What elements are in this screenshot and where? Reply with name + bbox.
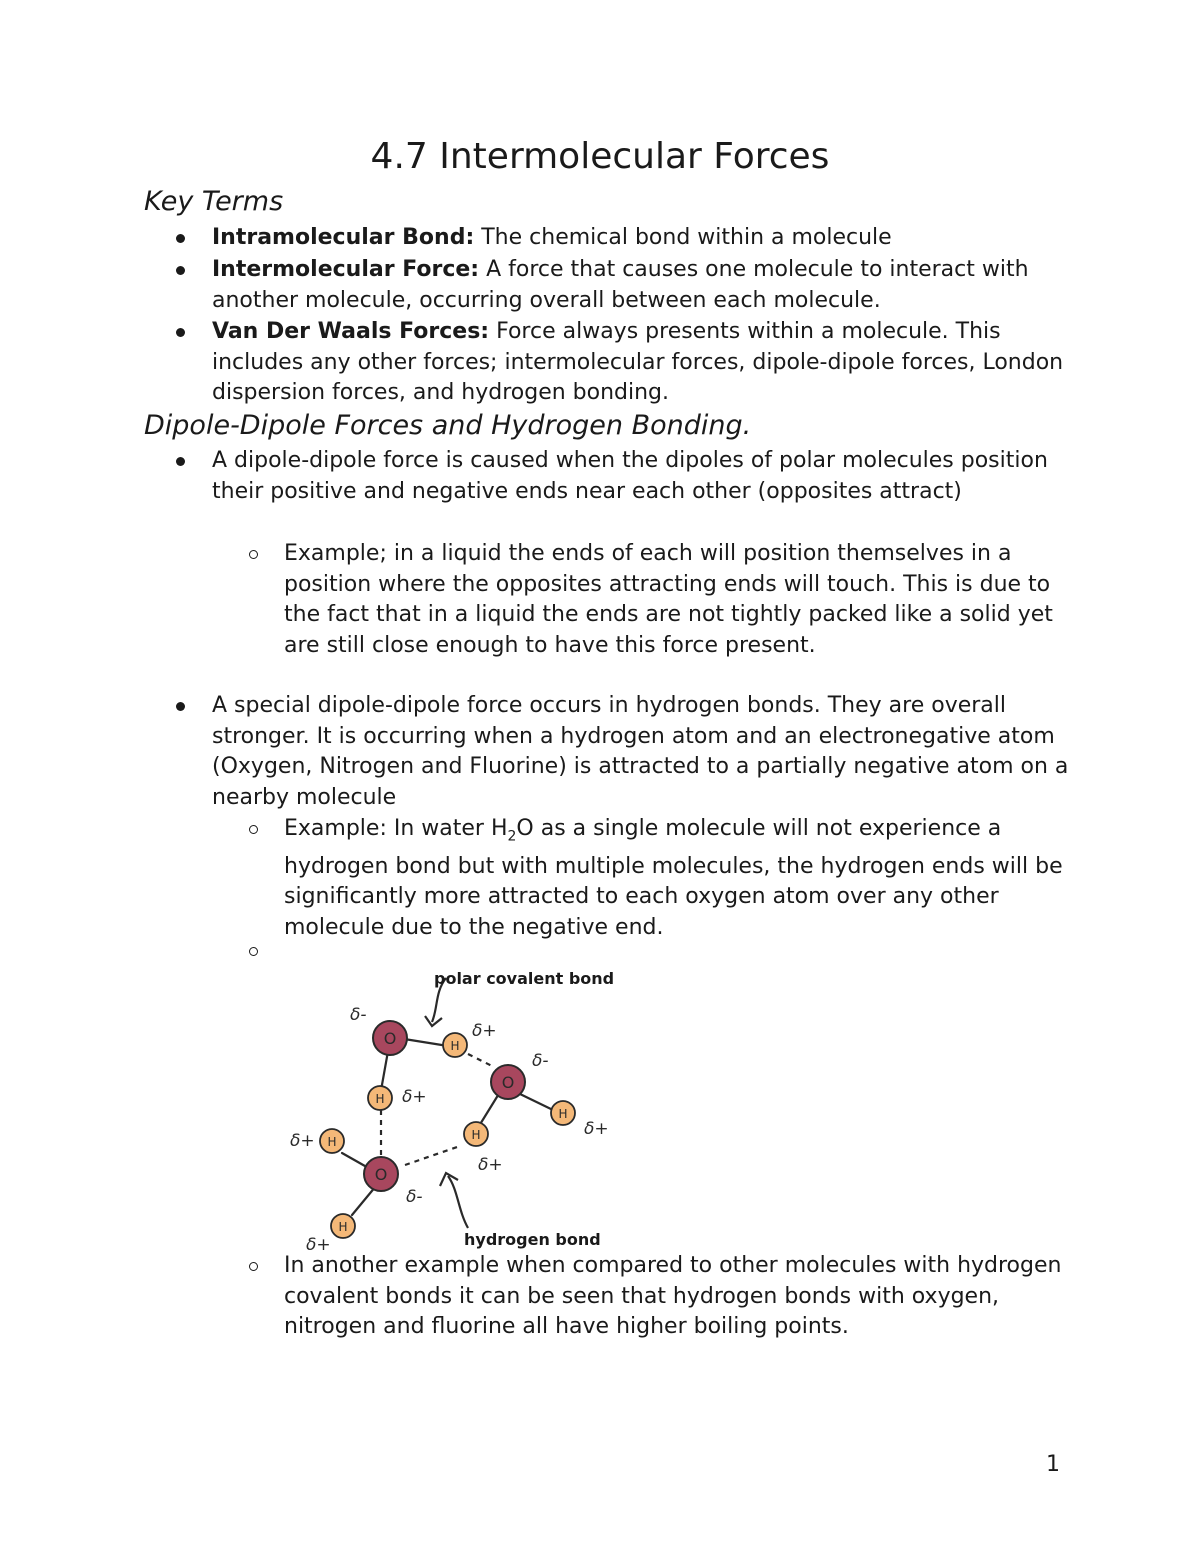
hydrogen-atom bbox=[320, 1129, 344, 1153]
dipole-section-heading: Dipole-Dipole Forces and Hydrogen Bonding. bbox=[144, 410, 752, 441]
key-term-label: Van Der Waals Forces: bbox=[212, 319, 490, 344]
oxygen-atom bbox=[364, 1157, 398, 1191]
page-title: 4.7 Intermolecular Forces bbox=[370, 136, 830, 177]
bullet-dot bbox=[176, 234, 185, 243]
key-term-label: Intramolecular Bond: bbox=[212, 225, 475, 250]
covalent-bond-line bbox=[520, 1094, 553, 1110]
boiling-point-example: In another example when compared to other molecules with hydrogen covalent bonds it can be seen that hydrogen bonds with oxygen, nitrogen and fluorine all have higher boiling points. bbox=[284, 1253, 1062, 1339]
delta-minus-label: δ- bbox=[406, 1187, 423, 1207]
delta-plus-label: δ+ bbox=[478, 1155, 503, 1175]
bullet-dot bbox=[176, 266, 185, 275]
bullet-ring bbox=[249, 1262, 258, 1271]
bullet-dot bbox=[176, 457, 185, 466]
water-example-text-b: O as a single molecule will not experience a hydrogen bond but with multiple molecules, the hydrogen ends will be significantly more attracted to each oxygen atom over any other molecule due to the negative end. bbox=[284, 816, 1063, 940]
dipole-bullet-1: A dipole-dipole force is caused when the dipoles of polar molecules position their positive and negative ends near each other (opposites attract) bbox=[212, 448, 1048, 504]
key-term-definition: Force always presents within a molecule. This includes any other forces; intermolecular forces, dipole-dipole forces, London dispersion forces, and hydrogen bonding. bbox=[212, 319, 1064, 405]
delta-minus-label: δ- bbox=[350, 1005, 367, 1025]
water-example bbox=[284, 814, 1074, 943]
covalent-bond-line bbox=[352, 1186, 376, 1215]
delta-plus-label: δ+ bbox=[584, 1119, 609, 1139]
hydrogen-atom bbox=[551, 1101, 575, 1125]
bullet-dot bbox=[176, 702, 185, 711]
hydrogen-atom bbox=[368, 1086, 392, 1110]
delta-plus-label: δ+ bbox=[306, 1235, 331, 1252]
delta-plus-label: δ+ bbox=[402, 1087, 427, 1107]
bullet-dot bbox=[176, 328, 185, 337]
svg-text:H: H bbox=[450, 1039, 460, 1053]
covalent-bond-line bbox=[479, 1092, 500, 1126]
water-subscript: 2 bbox=[507, 828, 517, 845]
key-term-label: Intermolecular Force: bbox=[212, 257, 480, 282]
atom-o-label: O bbox=[383, 1029, 397, 1048]
atom-o-label: O bbox=[374, 1165, 388, 1184]
hydrogen-atom bbox=[464, 1122, 488, 1146]
delta-plus-label: δ+ bbox=[290, 1131, 315, 1151]
svg-text:H: H bbox=[327, 1135, 337, 1149]
hydrogen-bond-dash bbox=[468, 1054, 492, 1066]
arrow-hydrogen-bond bbox=[448, 1176, 468, 1228]
hydrogen-atom bbox=[331, 1214, 355, 1238]
bullet-ring bbox=[249, 550, 258, 559]
bullet-ring bbox=[249, 947, 258, 956]
svg-text:H: H bbox=[338, 1220, 348, 1234]
key-term-definition: The chemical bond within a molecule bbox=[474, 225, 892, 250]
water-hydrogen-bond-diagram bbox=[280, 960, 640, 1252]
delta-plus-label: δ+ bbox=[472, 1021, 497, 1041]
dipole-bullet-2: A special dipole-dipole force occurs in hydrogen bonds. They are overall stronger. It is occurring when a hydrogen atom and an electronegative atom (Oxygen, Nitrogen and Fluorine) is attracted to a partially negative atom on a nearby molecule bbox=[212, 693, 1069, 810]
atom-o-label: O bbox=[501, 1073, 515, 1092]
key-term-item bbox=[212, 255, 1072, 316]
oxygen-atom bbox=[491, 1065, 525, 1099]
key-term-item bbox=[212, 317, 1072, 409]
polar-covalent-label: polar covalent bond bbox=[434, 969, 615, 988]
page-number: 1 bbox=[1046, 1452, 1060, 1477]
key-term-item bbox=[212, 223, 1072, 254]
dipole-bullet-1-example: Example; in a liquid the ends of each will position themselves in a position where the opposites attracting ends will touch. This is due to the fact that in a liquid the ends are not tightly packed like a solid yet are still close enough to have this force present. bbox=[284, 541, 1053, 658]
svg-text:H: H bbox=[558, 1107, 568, 1121]
water-example-text-a: Example: In water H bbox=[284, 816, 508, 841]
key-term-definition: A force that causes one molecule to interact with another molecule, occurring overall between each molecule. bbox=[212, 257, 1029, 313]
oxygen-atom bbox=[373, 1021, 407, 1055]
delta-minus-label: δ- bbox=[532, 1051, 549, 1071]
hydrogen-atom bbox=[443, 1033, 467, 1057]
key-terms-heading: Key Terms bbox=[144, 186, 284, 217]
bullet-ring bbox=[249, 825, 258, 834]
hydrogen-bond-dash bbox=[405, 1146, 460, 1165]
svg-text:H: H bbox=[471, 1128, 481, 1142]
hydrogen-bond-label: hydrogen bond bbox=[464, 1230, 601, 1249]
svg-text:H: H bbox=[375, 1092, 385, 1106]
